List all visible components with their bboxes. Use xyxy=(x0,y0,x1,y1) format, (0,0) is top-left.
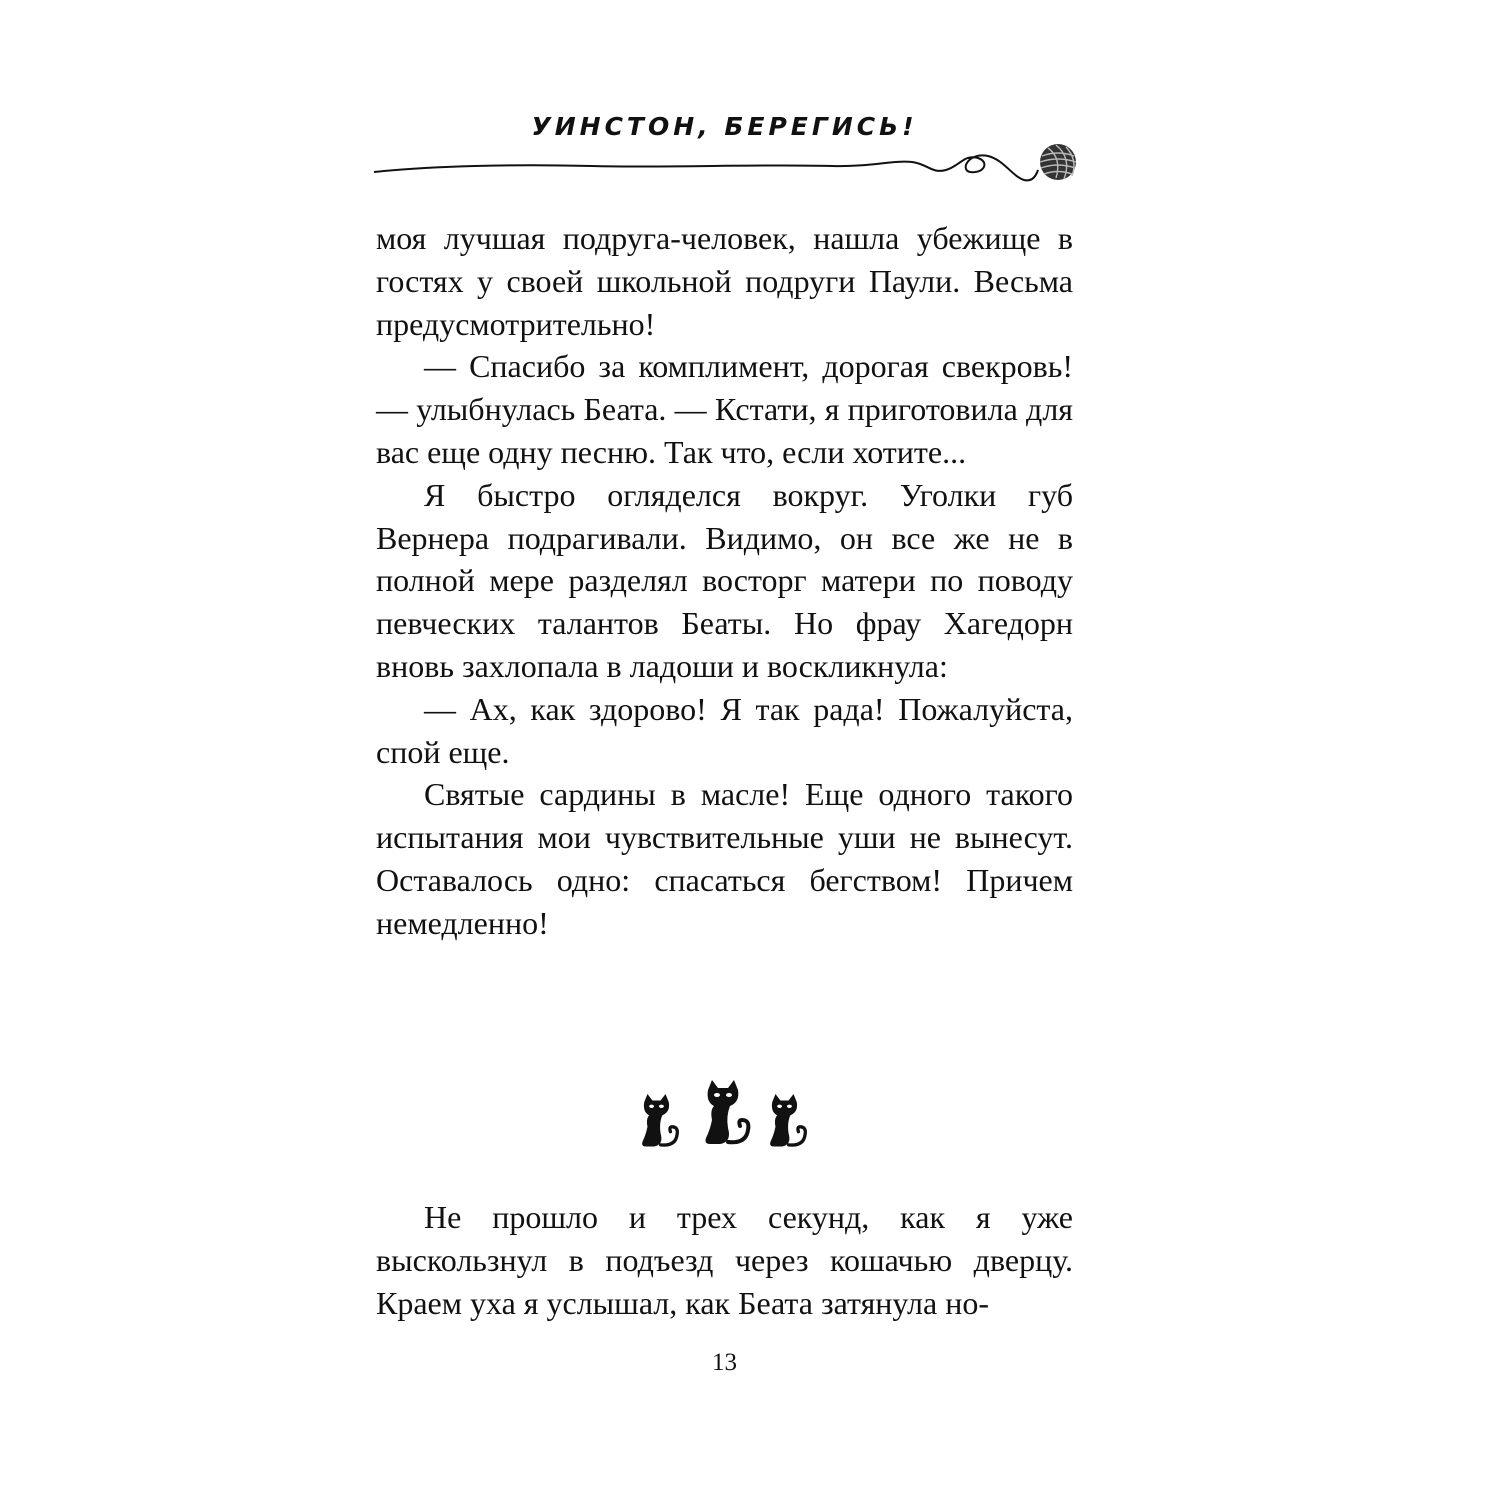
continued-text-block xyxy=(376,1196,1073,1324)
running-title: УИНСТОН, БЕРЕГИСЬ! xyxy=(531,112,918,141)
page-number: 13 xyxy=(712,1349,737,1376)
paragraph: Я быстро огляделся вокруг. Уголки губ Вернера подрагивали. Видимо, он все же не в полной мере разделял восторг матери по поводу певческих талантов Беаты. Но фрау Хагедорн вновь захлопала в ладоши и воскликнула: xyxy=(376,476,1073,684)
three-cats-icon xyxy=(636,1080,816,1152)
paragraph: Святые сардины в масле! Еще одного такого испытания мои чувствительные уши не вынесут. Оставалось одно: спасаться бегством! Причем немедленно! xyxy=(376,776,1073,941)
yarn-ball-icon xyxy=(372,142,1080,190)
paragraph: Не прошло и трех секунд, как я уже выскользнул в подъезд через кошачью дверцу. Краем уха я услышал, как Беата затянула но- xyxy=(376,1199,1073,1321)
paragraph: моя лучшая подруга-человек, нашла убежище в гостях у своей школьной подруги Паули. Весьма предусмотрительно! xyxy=(376,220,1073,342)
main-text-block xyxy=(376,217,1073,945)
paragraph: — Спасибо за комплимент, дорогая свекровь! — улыбнулась Беата. — Кстати, я приготовила для вас еще одну песню. Так что, если хотите... xyxy=(376,348,1073,470)
paragraph: — Ах, как здорово! Я так рада! Пожалуйста, спой еще. xyxy=(376,690,1073,770)
